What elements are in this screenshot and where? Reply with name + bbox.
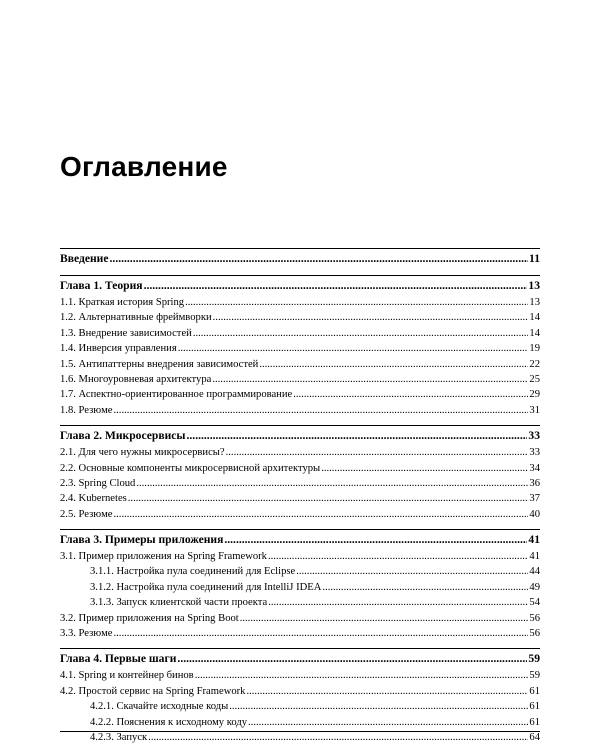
toc-page-number: 14 xyxy=(529,327,540,339)
toc-dot-leader xyxy=(144,276,528,295)
toc-entry-title: 2.2. Основные компоненты микросервисной архитектуры xyxy=(60,462,321,474)
table-of-contents xyxy=(60,248,540,745)
toc-dot-leader xyxy=(185,295,528,310)
toc-chapter-entry[interactable] xyxy=(60,648,540,668)
toc-page-number: 64 xyxy=(529,731,540,743)
toc-dot-leader xyxy=(193,326,529,341)
toc-page-number: 40 xyxy=(529,508,540,520)
toc-entry-title: 1.8. Резюме xyxy=(60,404,113,416)
toc-dot-leader xyxy=(110,249,529,268)
toc-entry-title: 3.2. Пример приложения на Spring Boot xyxy=(60,612,239,624)
toc-chapter-entry[interactable] xyxy=(60,275,540,295)
toc-entry-title: 1.2. Альтернативные фреймворки xyxy=(60,312,212,324)
toc-dot-leader xyxy=(246,684,528,699)
toc-page-number: 56 xyxy=(529,612,540,624)
toc-page-number: 29 xyxy=(529,389,540,401)
toc-page-number: 14 xyxy=(529,312,540,324)
toc-section-entry[interactable] xyxy=(60,476,540,491)
toc-entry-title: 2.5. Резюме xyxy=(60,508,113,520)
toc-page-number: 61 xyxy=(529,685,540,697)
toc-page-number: 41 xyxy=(528,533,540,547)
toc-subsection-entry[interactable] xyxy=(60,730,540,745)
toc-entry-title: 2.4. Kubernetes xyxy=(60,493,127,505)
toc-entry-title: 1.4. Инверсия управления xyxy=(60,343,177,355)
toc-entry-title: 1.6. Многоуровневая архитектура xyxy=(60,373,212,385)
page-title: Оглавление xyxy=(60,151,228,182)
toc-dot-leader xyxy=(114,403,529,418)
toc-section-entry[interactable] xyxy=(60,372,540,387)
toc-subsection-entry[interactable] xyxy=(60,699,540,714)
toc-chapter-entry[interactable] xyxy=(60,248,540,268)
toc-entry-title: 3.1.2. Настройка пула соединений для IntelliJ IDEA xyxy=(90,581,322,593)
toc-page-number: 33 xyxy=(529,447,540,459)
toc-dot-leader xyxy=(240,611,529,626)
toc-entry-title: 2.3. Spring Cloud xyxy=(60,477,136,489)
toc-chapter-entry[interactable] xyxy=(60,425,540,445)
toc-dot-leader xyxy=(224,530,527,549)
toc-entry-title: 3.1.3. Запуск клиентской части проекта xyxy=(90,597,268,609)
toc-page-number: 36 xyxy=(529,477,540,489)
toc-entry-title: Глава 1. Теория xyxy=(60,279,143,292)
toc-dot-leader xyxy=(114,626,529,641)
toc-entry-title: 4.1. Spring и контейнер бинов xyxy=(60,670,194,682)
toc-page-number: 37 xyxy=(529,493,540,505)
toc-section-entry[interactable] xyxy=(60,491,540,506)
toc-page-number: 61 xyxy=(529,716,540,728)
toc-dot-leader xyxy=(268,595,528,610)
toc-entry-title: 3.1. Пример приложения на Spring Framework xyxy=(60,551,267,563)
toc-page-number: 59 xyxy=(529,670,540,682)
toc-dot-leader xyxy=(229,699,528,714)
toc-entry-title: 1.1. Краткая история Spring xyxy=(60,297,185,308)
toc-entry-title: 1.7. Аспектно-ориентированное программирование xyxy=(60,389,293,401)
toc-page-number: 13 xyxy=(529,297,540,308)
toc-entry-title: Глава 4. Первые шаги xyxy=(60,652,177,666)
toc-subsection-entry[interactable] xyxy=(60,564,540,579)
toc-entry-title: 2.1. Для чего нужны микросервисы? xyxy=(60,447,225,459)
toc-entry-title: 4.2.1. Скачайте исходные коды xyxy=(90,701,229,713)
toc-page-number: 22 xyxy=(529,358,540,370)
toc-dot-leader xyxy=(321,461,528,476)
toc-section-entry[interactable] xyxy=(60,549,540,564)
toc-dot-leader xyxy=(296,564,528,579)
toc-page-number: 56 xyxy=(529,628,540,640)
toc-dot-leader xyxy=(178,341,529,356)
toc-dot-leader xyxy=(268,549,528,564)
toc-dot-leader xyxy=(259,357,528,372)
toc-page-number: 54 xyxy=(529,597,540,609)
toc-section-entry[interactable] xyxy=(60,461,540,476)
toc-section-entry[interactable] xyxy=(60,507,540,522)
toc-dot-leader xyxy=(136,476,528,491)
toc-entry-title: Глава 3. Примеры приложения xyxy=(60,533,224,547)
toc-page-number: 49 xyxy=(529,581,540,593)
toc-page-number: 61 xyxy=(529,701,540,713)
toc-subsection-entry[interactable] xyxy=(60,580,540,595)
toc-page-number: 13 xyxy=(528,279,540,292)
toc-page-number: 34 xyxy=(529,462,540,474)
toc-section-entry[interactable] xyxy=(60,684,540,699)
toc-entry-title: 4.2.3. Запуск xyxy=(90,731,148,743)
toc-entry-title: 1.5. Антипаттерны внедрения зависимостей xyxy=(60,358,259,370)
toc-section-entry[interactable] xyxy=(60,341,540,356)
toc-page-number: 59 xyxy=(528,652,540,666)
toc-page-number: 25 xyxy=(529,373,540,385)
bottom-rule-divider xyxy=(60,731,540,732)
toc-dot-leader xyxy=(114,507,529,522)
toc-entry-title: Введение xyxy=(60,252,109,265)
toc-dot-leader xyxy=(212,372,528,387)
toc-chapter-entry[interactable] xyxy=(60,529,540,549)
toc-section-entry[interactable] xyxy=(60,626,540,641)
toc-page-number: 11 xyxy=(529,252,540,265)
toc-section-entry[interactable] xyxy=(60,387,540,402)
toc-section-entry[interactable] xyxy=(60,611,540,626)
toc-section-entry[interactable] xyxy=(60,295,540,310)
toc-section-entry[interactable] xyxy=(60,403,540,418)
toc-dot-leader xyxy=(322,580,528,595)
toc-subsection-entry[interactable] xyxy=(60,595,540,610)
toc-page-number: 41 xyxy=(529,551,540,563)
toc-section-entry[interactable] xyxy=(60,310,540,325)
toc-dot-leader xyxy=(187,426,528,445)
toc-entry-title: Глава 2. Микросервисы xyxy=(60,429,186,443)
toc-dot-leader xyxy=(213,310,529,325)
toc-entry-title: 3.1.1. Настройка пула соединений для Eclipse xyxy=(90,566,296,578)
toc-dot-leader xyxy=(177,649,527,668)
toc-section-entry[interactable] xyxy=(60,668,540,683)
toc-dot-leader xyxy=(195,668,529,683)
toc-section-entry[interactable] xyxy=(60,357,540,372)
toc-dot-leader xyxy=(293,387,528,402)
toc-section-entry[interactable] xyxy=(60,326,540,341)
toc-page-number: 31 xyxy=(529,404,540,416)
toc-page-number: 19 xyxy=(529,343,540,355)
toc-dot-leader xyxy=(128,491,529,506)
toc-subsection-entry[interactable] xyxy=(60,715,540,730)
toc-page-number: 33 xyxy=(528,429,540,443)
toc-entry-title: 4.2. Простой сервис на Spring Framework xyxy=(60,685,246,697)
toc-dot-leader xyxy=(248,715,528,730)
toc-entry-title: 4.2.2. Пояснения к исходному коду xyxy=(90,716,248,728)
toc-entry-title: 3.3. Резюме xyxy=(60,628,113,640)
toc-dot-leader xyxy=(148,730,528,745)
toc-entry-title: 1.3. Внедрение зависимостей xyxy=(60,327,192,339)
toc-page-number: 44 xyxy=(529,566,540,578)
toc-section-entry[interactable] xyxy=(60,445,540,460)
toc-dot-leader xyxy=(226,445,529,460)
